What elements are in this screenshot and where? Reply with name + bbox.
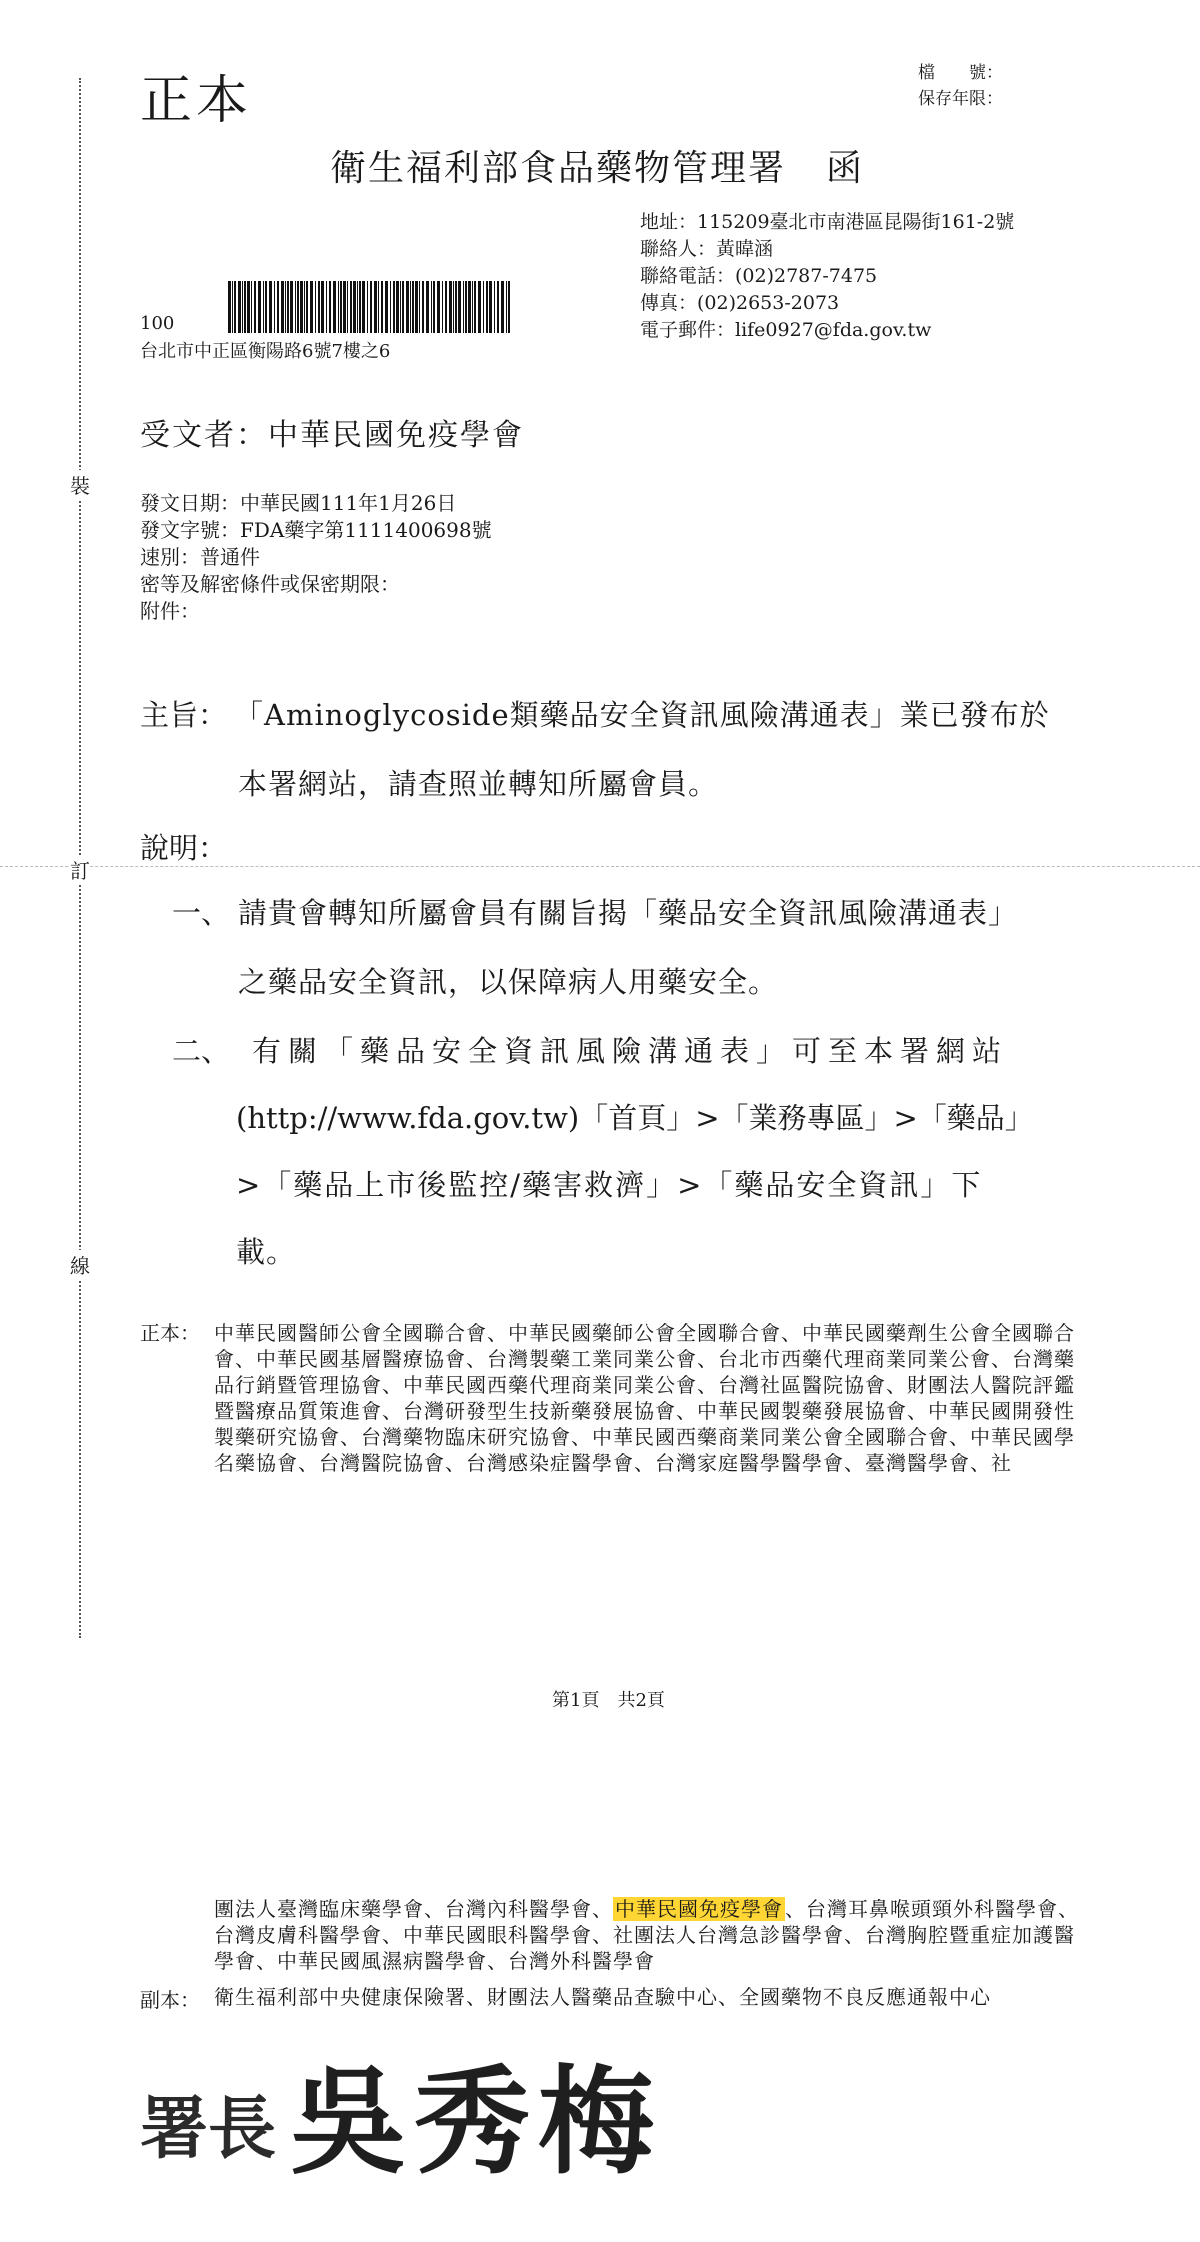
barcode-bar (359, 281, 361, 333)
item-1-line-2: 之藥品安全資訊，以保障病人用藥安全。 (238, 965, 779, 999)
barcode-bar (367, 281, 368, 333)
barcode-bar (244, 281, 246, 333)
barcode-bar (402, 281, 404, 333)
agency-name: 衛生福利部食品藥物管理署 (330, 148, 787, 189)
barcode-bar (310, 281, 313, 333)
file-meta (918, 60, 1003, 112)
barcode-bar (274, 281, 275, 333)
barcode-bar (343, 281, 346, 333)
subject-line-1: 「Aminoglycoside類藥品安全資訊風險溝通表」業已發布於 (234, 698, 1050, 732)
receiver: 受文者：中華民國免疫學會 (140, 418, 524, 453)
barcode-bar (426, 281, 429, 333)
barcode-bar (285, 281, 286, 333)
secrecy-level: 密等及解密條件或保密期限： (140, 572, 400, 596)
barcode-bar (315, 281, 316, 333)
barcode-bar (406, 281, 409, 333)
barcode-bar (318, 281, 320, 333)
barcode-bar (463, 281, 464, 333)
barcode-bar (290, 281, 293, 333)
barcode-bar (465, 281, 467, 333)
retention-label: 保存年限： (918, 89, 1003, 109)
signature-name: 吳秀梅 (290, 2054, 662, 2190)
barcode-bar (347, 281, 348, 333)
barcode-bar (242, 281, 243, 333)
barcode-bar (400, 281, 401, 333)
file-number-label: 檔 號： (918, 63, 1003, 83)
barcode (228, 281, 512, 333)
barcode-bar (422, 281, 424, 333)
barcode-bar (508, 281, 510, 333)
barcode-bar (370, 281, 372, 333)
item-1-line-1: 請貴會轉知所屬會員有關旨揭「藥品安全資訊風險溝通表」 (238, 896, 1019, 930)
binding-mark-zhuang: 裝 (70, 470, 90, 499)
barcode-bar (442, 281, 443, 333)
barcode-bar (501, 281, 504, 333)
barcode-bar (468, 281, 471, 333)
page-number: 第1頁 共2頁 (552, 1690, 665, 1711)
barcode-bar (238, 281, 241, 333)
barcode-bar (326, 281, 327, 333)
highlighted-recipient: 中華民國免疫學會 (615, 1897, 783, 1921)
barcode-bar (304, 281, 305, 333)
barcode-bar (419, 281, 420, 333)
original-copy-mark: 正本 (140, 71, 253, 131)
barcode-bar (449, 281, 452, 333)
barcode-bar (234, 281, 236, 333)
binding-mark-ding: 訂 (70, 855, 90, 884)
signature-title: 署長 (140, 2089, 277, 2169)
barcode-bar (472, 281, 473, 333)
binding-mark-xian: 線 (70, 1250, 90, 1279)
barcode-bar (497, 281, 499, 333)
barcode-bar (269, 281, 272, 333)
barcode-bar (378, 281, 379, 333)
barcode-bar (374, 281, 377, 333)
barcode-bar (340, 281, 342, 333)
subject-label: 主旨： (140, 698, 228, 732)
barcode-bar (357, 281, 358, 333)
barcode-bar (329, 281, 331, 333)
barcode-bar (489, 281, 492, 333)
item-2-number: 二、 (172, 1034, 231, 1068)
barcode-bar (437, 281, 440, 333)
barcode-bar (321, 281, 324, 333)
barcode-bar (458, 281, 461, 333)
signature-stamp (140, 2040, 680, 2190)
barcode-bar (478, 281, 481, 333)
item-2-line-3: >「藥品上市後監控/藥害救濟」>「藥品安全資訊」下 (236, 1168, 983, 1202)
barcode-bar (474, 281, 476, 333)
barcode-bar (390, 281, 391, 333)
attachment-label: 附件： (140, 599, 200, 623)
barcode-bar (228, 281, 231, 333)
copies-label: 正本： (140, 1321, 200, 1345)
copies-cont-before: 團法人臺灣臨床藥學會、台灣內科醫學會、 (214, 1897, 613, 1921)
item-2-line-4: 載。 (236, 1235, 297, 1269)
barcode-bar (350, 281, 352, 333)
barcode-bar (251, 281, 252, 333)
barcode-bar (281, 281, 284, 333)
item-1-number: 一、 (172, 896, 231, 930)
recipient-address: 台北市中正區衡陽路6號7樓之6 (140, 341, 391, 362)
issue-date: 發文日期：中華民國111年1月26日 (140, 491, 457, 515)
barcode-bar (453, 281, 454, 333)
item-2-line-1: 有關「藥品安全資訊風險溝通表」可至本署網站 (252, 1034, 1009, 1068)
barcode-bar (486, 281, 488, 333)
barcode-bar (381, 281, 383, 333)
barcode-bar (265, 281, 267, 333)
contact-fax: 傳真：(02)2653-2073 (640, 292, 840, 314)
barcode-bar (287, 281, 289, 333)
barcode-bar (353, 281, 356, 333)
item-2-line-2: (http://www.fda.gov.tw)「首頁」>「業務專區」>「藥品」 (236, 1101, 1034, 1135)
barcode-bar (433, 281, 435, 333)
barcode-bar (295, 281, 296, 333)
barcode-bar (300, 281, 303, 333)
barcode-bar (277, 281, 279, 333)
document-number: 發文字號：FDA藥字第1111400698號 (140, 518, 492, 542)
barcode-bar (232, 281, 233, 333)
barcode-bar (412, 281, 414, 333)
barcode-bar (385, 281, 388, 333)
barcode-bar (247, 281, 250, 333)
barcode-bar (263, 281, 264, 333)
contact-address: 地址：115209臺北市南港區昆陽街161-2號 (640, 211, 1015, 233)
speed-class: 速別：普通件 (140, 545, 260, 569)
barcode-bar (306, 281, 308, 333)
explanation-label: 說明： (140, 831, 228, 865)
barcode-bar (506, 281, 507, 333)
barcode-bar (415, 281, 418, 333)
barcode-bar (333, 281, 336, 333)
doc-type: 函 (826, 148, 865, 189)
postcode: 100 (140, 313, 175, 334)
copies-text: 中華民國醫師公會全國聯合會、中華民國藥師公會全國聯合會、中華民國藥劑生公會全國聯合會、中華民國基層醫療協會、台灣製藥工業同業公會、台北市西藥代理商業同業公會、台灣藥品行銷暨管理協會、中華民國西藥代理商業同業公會、台灣社區醫院協會、財團法人醫院評鑑暨醫療品質策進會、台灣研發型生技新藥發展協會、中華民國製藥發展協會、中華民國開發性製藥研究協會、台灣藥物臨床研究協會、中華民國西藥商業同業公會全國聯合會、中華民國學名藥協會、台灣醫院協會、台灣感染症醫學會、台灣家庭醫學醫學會、臺灣醫學會、社 (214, 1321, 1075, 1475)
cc-text: 衛生福利部中央健康保險署、財團法人醫藥品查驗中心、全國藥物不良反應通報中心 (214, 1985, 991, 2009)
agency-title (330, 140, 864, 191)
copies-cont-after: 、台灣耳鼻喉頭頸外科醫學會、台灣皮膚科醫學會、中華民國眼科醫學會、社團法人台灣急診醫學會、台灣胸腔暨重症加護醫學會、中華民國風濕病醫學會、台灣外科醫學會 (214, 1897, 1079, 1973)
barcode-bar (393, 281, 395, 333)
document-meta (140, 490, 492, 625)
contact-person: 聯絡人：黃暐涵 (640, 238, 774, 260)
barcode-bar (254, 281, 256, 333)
barcode-bar (483, 281, 484, 333)
contact-phone: 聯絡電話：(02)2787-7475 (640, 265, 878, 287)
contact-email: 電子郵件：life0927@fda.gov.tw (640, 319, 932, 341)
barcode-bar (410, 281, 411, 333)
barcode-bar (494, 281, 495, 333)
barcode-bar (455, 281, 457, 333)
copies-continued (214, 1896, 1084, 1974)
barcode-bar (396, 281, 399, 333)
barcode-bar (431, 281, 432, 333)
barcode-bar (445, 281, 447, 333)
barcode-bar (338, 281, 339, 333)
contact-block (640, 209, 1014, 344)
cc-label: 副本： (140, 1988, 200, 2012)
barcode-bar (297, 281, 299, 333)
barcode-bar (258, 281, 261, 333)
barcode-bar (362, 281, 365, 333)
subject-line-2: 本署網站，請查照並轉知所屬會員。 (238, 767, 719, 801)
